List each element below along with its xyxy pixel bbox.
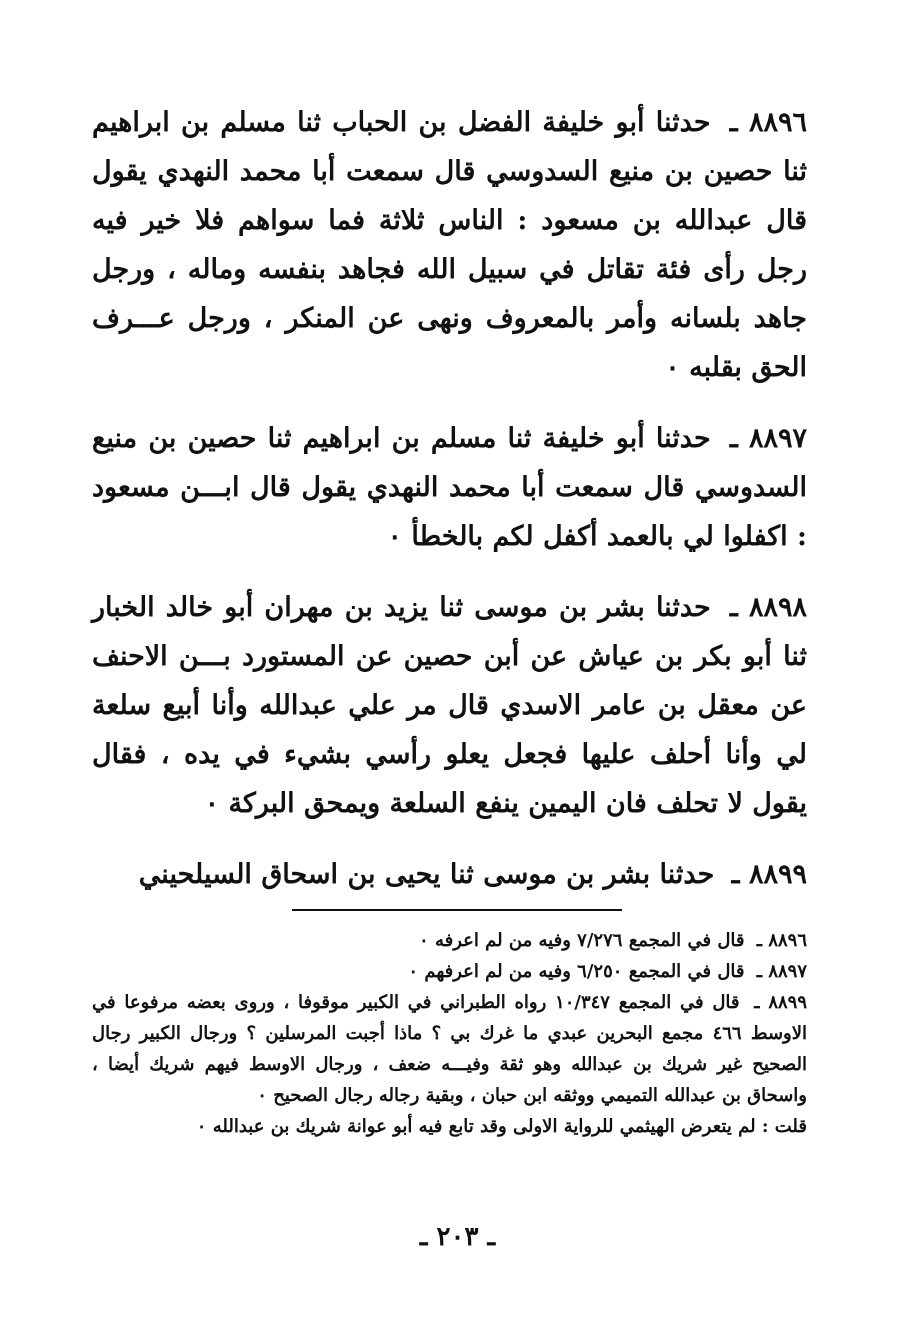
hadith-number: ٨٨٩٨ ـ xyxy=(729,592,807,623)
hadith-number: ٨٨٩٦ ـ xyxy=(729,107,807,138)
hadith-text: حدثنا أبو خليفة الفضل بن الحباب ثنا مسلم بن ابراهيم ثنا حصين بن منيع السدوسي قال سمعت أبا محمد النهدي يقول قال عبدالله بن مسعود : الناس ثلاثة فما سواهم فلا خير فيه رجل رأى فئة تقاتل في سبيل الله فجاهد بنفسه وماله ، ورجل جاهد بلسانه وأمر بالمعروف ونهى عن المنكر ، ورجل عـــرف الحق بقلبه ٠ xyxy=(92,107,807,383)
hadith-text: حدثنا بشر بن موسى ثنا يحيى بن اسحاق السيلحيني xyxy=(138,859,715,890)
footnote-divider-wrap xyxy=(92,909,807,911)
footnote-8897 xyxy=(92,956,807,987)
footnote-number: ٨٨٩٩ ـ xyxy=(754,992,808,1013)
footnote-text: قال في المجمع ٦/٢٥٠ وفيه من لم اعرفهم ٠ xyxy=(408,961,745,982)
footnote-text: قال في المجمع ١٠/٣٤٧ رواه الطبراني في الكبير موقوفا ، وروى بعضه مرفوعا في الاوسط ٤٦٦ مجمع البحرين عبدي ما غرك بي ؟ ماذا أجبت المرسلين ؟ ورجال الكبير رجال الصحيح غير شريك بن عبدالله وهو ثقة وفيـــه ضعف ، ورجال الاوسط فيهم شريك أيضا ، واسحاق بن عبدالله التميمي ووثقه ابن حبان ، وبقية رجاله رجال الصحيح ٠ xyxy=(92,992,807,1106)
page-number: ـ ٢٠٣ ـ xyxy=(419,1222,496,1252)
footnote-editor-note xyxy=(92,1111,807,1142)
hadith-text: حدثنا أبو خليفة ثنا مسلم بن ابراهيم ثنا حصين بن منيع السدوسي قال سمعت أبا محمد النهدي يقول قال ابـــن مسعود : اكفلوا لي بالعمد أكفل لكم بالخطأ ٠ xyxy=(92,423,807,552)
hadith-number: ٨٨٩٩ ـ xyxy=(731,859,807,890)
footnote-text: قلت : لم يتعرض الهيثمي للرواية الاولى وقد تابع فيه أبو عوانة شريك بن عبدالله ٠ xyxy=(196,1116,807,1137)
hadith-8897 xyxy=(92,414,807,561)
footnote-8896 xyxy=(92,925,807,956)
hadith-text: حدثنا بشر بن موسى ثنا يزيد بن مهران أبو خالد الخبار ثنا أبو بكر بن عياش عن أبن حصين عن المستورد بـــن الاحنف عن معقل بن عامر الاسدي قال مر علي عبدالله وأنا أبيع سلعة لي وأنا أحلف عليها فجعل يعلو رأسي بشيء في يده ، فقال يقول لا تحلف فان اليمين ينفع السلعة ويمحق البركة ٠ xyxy=(92,592,807,819)
hadith-number: ٨٨٩٧ ـ xyxy=(729,423,807,454)
footnote-divider xyxy=(292,909,622,911)
footnote-number: ٨٨٩٧ ـ xyxy=(756,961,807,982)
hadith-8899 xyxy=(92,850,807,899)
footnote-8899 xyxy=(92,987,807,1111)
footnote-number: ٨٨٩٦ ـ xyxy=(756,930,807,951)
hadith-8898 xyxy=(92,583,807,828)
hadith-8896 xyxy=(92,98,807,392)
footnote-text: قال في المجمع ٧/٢٧٦ وفيه من لم اعرفه ٠ xyxy=(419,930,745,951)
